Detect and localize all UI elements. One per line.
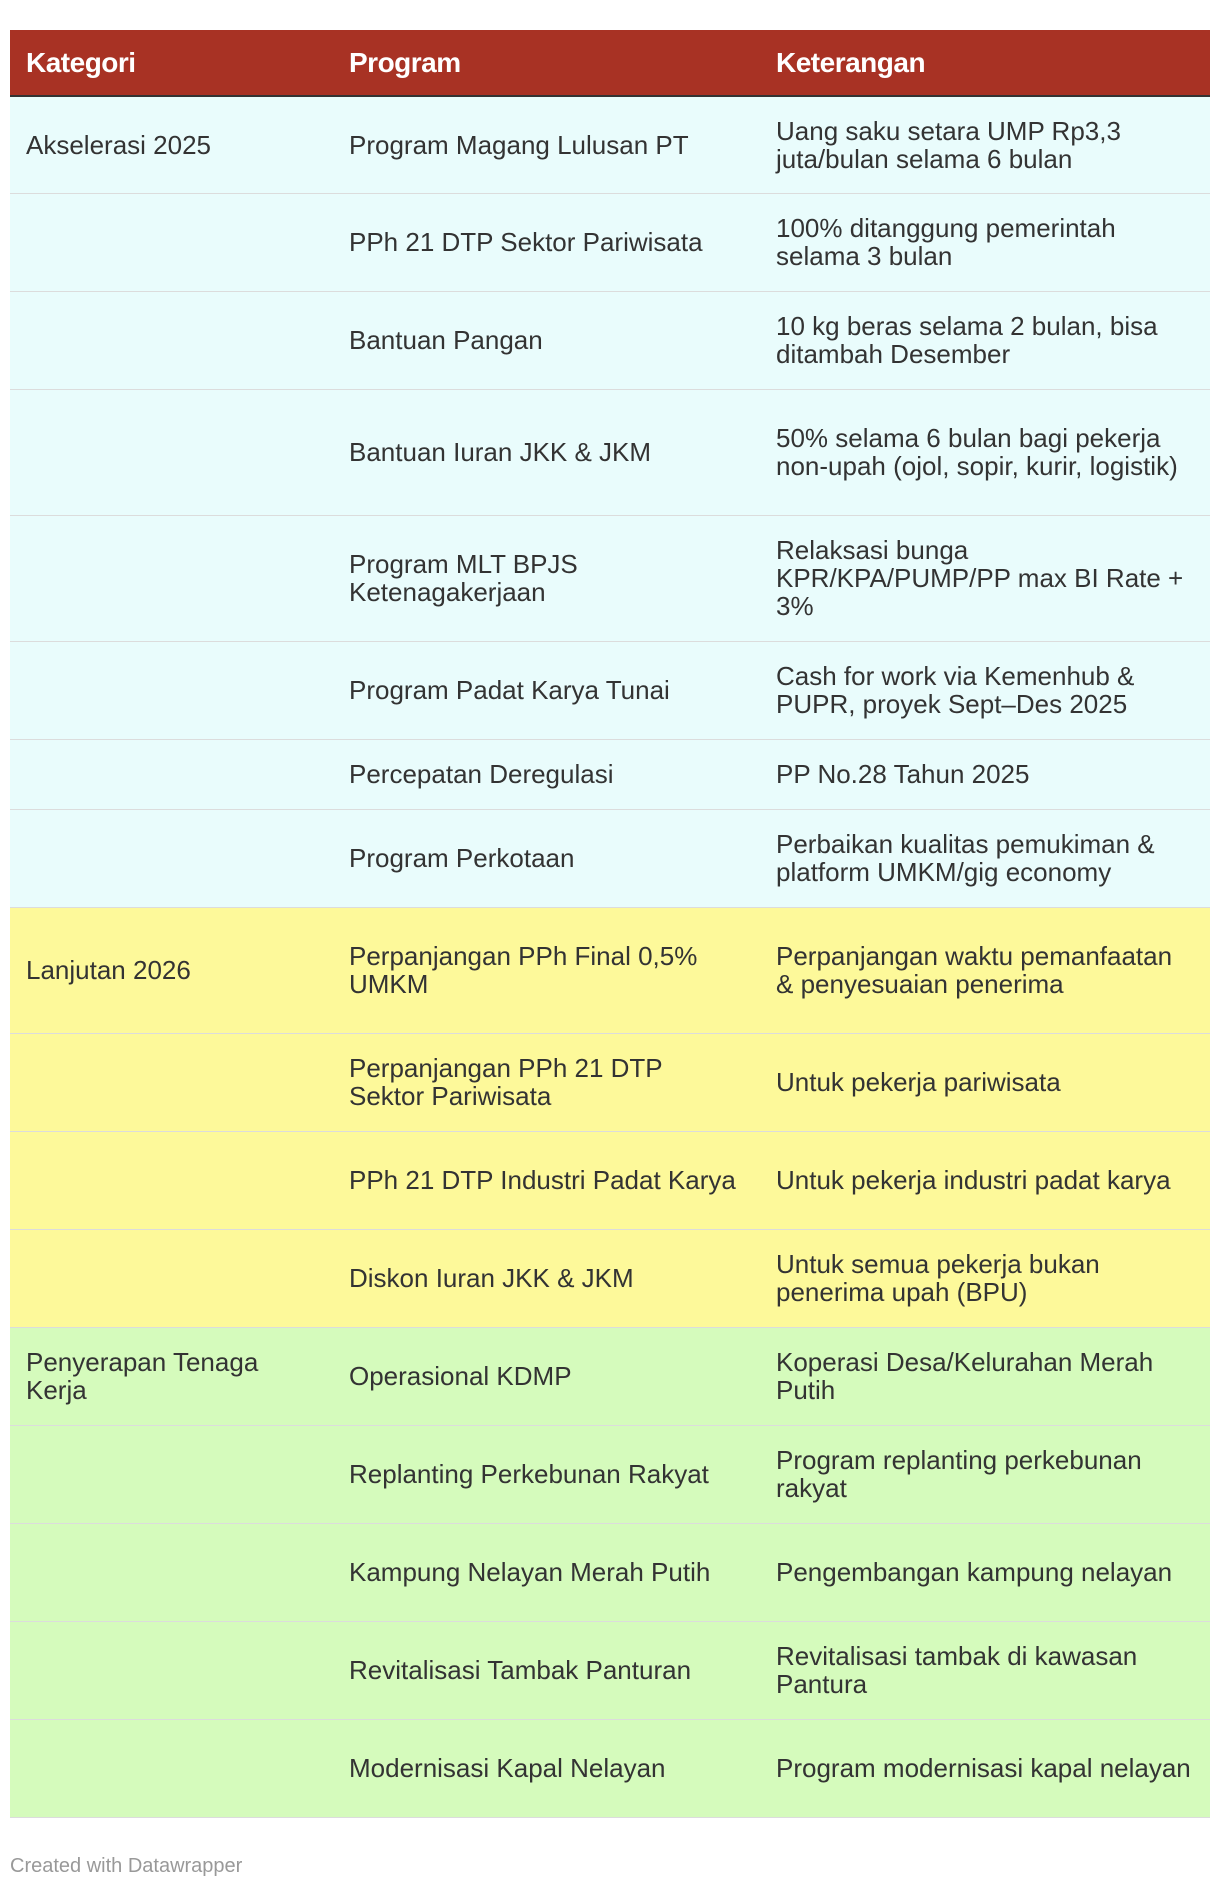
table-row	[10, 193, 1210, 291]
cell-program: Percepatan Deregulasi	[333, 739, 760, 809]
table-row	[10, 1229, 1210, 1327]
header-row	[10, 30, 1210, 96]
cell-kategori	[10, 515, 333, 641]
table-row	[10, 907, 1210, 1033]
cell-keterangan: 10 kg beras selama 2 bulan, bisa ditambah Desember	[760, 291, 1210, 389]
cell-kategori: Lanjutan 2026	[10, 907, 333, 1033]
cell-keterangan: Perpanjangan waktu pemanfaatan & penyesuaian penerima	[760, 907, 1210, 1033]
cell-program: Operasional KDMP	[333, 1327, 760, 1425]
cell-kategori	[10, 1523, 333, 1621]
cell-kategori	[10, 641, 333, 739]
cell-program: Perpanjangan PPh Final 0,5% UMKM	[333, 907, 760, 1033]
cell-program: Program MLT BPJS Ketenagakerjaan	[333, 515, 760, 641]
table-row	[10, 515, 1210, 641]
cell-keterangan: 100% ditanggung pemerintah selama 3 bulan	[760, 193, 1210, 291]
cell-kategori	[10, 1229, 333, 1327]
cell-kategori	[10, 193, 333, 291]
cell-keterangan: Relaksasi bunga KPR/KPA/PUMP/PP max BI Rate + 3%	[760, 515, 1210, 641]
footer-credit: Created with Datawrapper	[10, 1855, 243, 1877]
cell-kategori	[10, 739, 333, 809]
cell-program: Revitalisasi Tambak Panturan	[333, 1621, 760, 1719]
table-row	[10, 1033, 1210, 1131]
cell-kategori: Akselerasi 2025	[10, 96, 333, 193]
table-row	[10, 1131, 1210, 1229]
cell-program: Modernisasi Kapal Nelayan	[333, 1719, 760, 1817]
cell-program: Program Padat Karya Tunai	[333, 641, 760, 739]
cell-kategori: Penyerapan Tenaga Kerja	[10, 1327, 333, 1425]
cell-keterangan: 50% selama 6 bulan bagi pekerja non-upah (ojol, sopir, kurir, logistik)	[760, 389, 1210, 515]
cell-keterangan: Untuk semua pekerja bukan penerima upah (BPU)	[760, 1229, 1210, 1327]
cell-keterangan: Perbaikan kualitas pemukiman & platform UMKM/gig economy	[760, 809, 1210, 907]
table-row	[10, 389, 1210, 515]
table-row	[10, 1719, 1210, 1817]
cell-keterangan: Untuk pekerja pariwisata	[760, 1033, 1210, 1131]
table-row	[10, 291, 1210, 389]
cell-keterangan: Program modernisasi kapal nelayan	[760, 1719, 1210, 1817]
cell-keterangan: Pengembangan kampung nelayan	[760, 1523, 1210, 1621]
table-row	[10, 1425, 1210, 1523]
cell-keterangan: Program replanting perkebunan rakyat	[760, 1425, 1210, 1523]
table-row	[10, 96, 1210, 193]
table-header	[10, 30, 1210, 96]
cell-keterangan: Untuk pekerja industri padat karya	[760, 1131, 1210, 1229]
column-header-keterangan: Keterangan	[760, 30, 1210, 96]
cell-program: Perpanjangan PPh 21 DTP Sektor Pariwisata	[333, 1033, 760, 1131]
cell-kategori	[10, 1621, 333, 1719]
column-header-program: Program	[333, 30, 760, 96]
cell-program: Bantuan Pangan	[333, 291, 760, 389]
cell-program: Program Magang Lulusan PT	[333, 96, 760, 193]
cell-keterangan: Uang saku setara UMP Rp3,3 juta/bulan selama 6 bulan	[760, 96, 1210, 193]
table-row	[10, 1523, 1210, 1621]
cell-keterangan: Cash for work via Kemenhub & PUPR, proyek Sept–Des 2025	[760, 641, 1210, 739]
cell-program: Kampung Nelayan Merah Putih	[333, 1523, 760, 1621]
table-row	[10, 641, 1210, 739]
cell-keterangan: Revitalisasi tambak di kawasan Pantura	[760, 1621, 1210, 1719]
program-table	[10, 30, 1210, 1818]
cell-keterangan: Koperasi Desa/Kelurahan Merah Putih	[760, 1327, 1210, 1425]
cell-program: Bantuan Iuran JKK & JKM	[333, 389, 760, 515]
cell-kategori	[10, 291, 333, 389]
cell-kategori	[10, 1719, 333, 1817]
cell-program: Replanting Perkebunan Rakyat	[333, 1425, 760, 1523]
cell-kategori	[10, 389, 333, 515]
table-body	[10, 96, 1210, 1817]
cell-program: Program Perkotaan	[333, 809, 760, 907]
table-row	[10, 739, 1210, 809]
cell-program: PPh 21 DTP Industri Padat Karya	[333, 1131, 760, 1229]
table-row	[10, 1621, 1210, 1719]
cell-kategori	[10, 1425, 333, 1523]
cell-kategori	[10, 1033, 333, 1131]
cell-program: Diskon Iuran JKK & JKM	[333, 1229, 760, 1327]
cell-kategori	[10, 809, 333, 907]
table-row	[10, 1327, 1210, 1425]
cell-program: PPh 21 DTP Sektor Pariwisata	[333, 193, 760, 291]
column-header-kategori: Kategori	[10, 30, 333, 96]
table-row	[10, 809, 1210, 907]
cell-keterangan: PP No.28 Tahun 2025	[760, 739, 1210, 809]
cell-kategori	[10, 1131, 333, 1229]
